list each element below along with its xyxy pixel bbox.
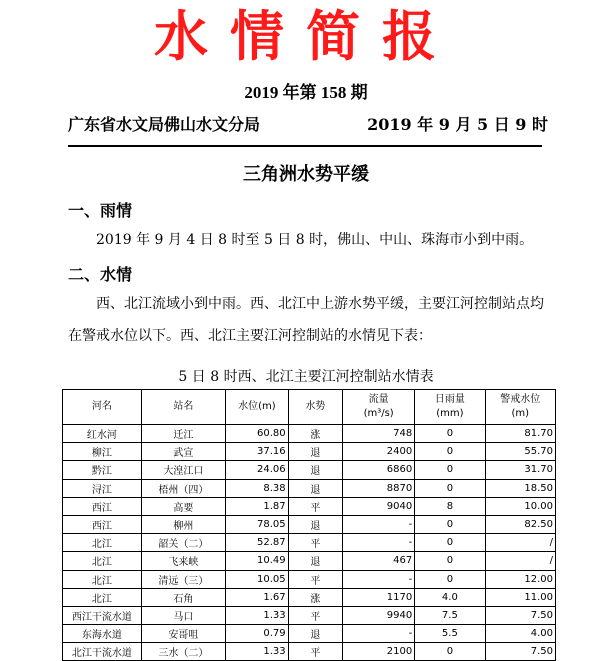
- cell-flow: 748: [343, 425, 415, 443]
- cell-river: 西江: [63, 515, 142, 533]
- cell-river: 北江: [63, 552, 142, 570]
- cell-river: 浔江: [63, 479, 142, 497]
- cell-rainfall: 0: [415, 534, 485, 552]
- cell-rainfall: 0: [415, 570, 485, 588]
- cell-water-level: 60.80: [226, 425, 289, 443]
- cell-flow: -: [343, 534, 415, 552]
- cell-flow: 6860: [343, 461, 415, 479]
- cell-water-level: 1.67: [226, 588, 289, 606]
- cell-warning-level: 81.70: [485, 425, 556, 443]
- cell-flow: 9040: [343, 497, 415, 515]
- cell-rainfall: 0: [415, 643, 485, 661]
- cell-trend: 涨: [288, 425, 342, 443]
- cell-trend: 平: [288, 570, 342, 588]
- cell-warning-level: 31.70: [485, 461, 556, 479]
- publisher-row: [68, 112, 548, 134]
- cell-warning-level: 11.00: [485, 588, 556, 606]
- cell-warning-level: 12.00: [485, 570, 556, 588]
- cell-warning-level: 18.50: [485, 479, 556, 497]
- cell-trend: 退: [288, 461, 342, 479]
- cell-river: 西江: [63, 497, 142, 515]
- cell-flow: 1170: [343, 588, 415, 606]
- cell-water-level: 78.05: [226, 515, 289, 533]
- cell-trend: 平: [288, 534, 342, 552]
- cell-water-level: 24.06: [226, 461, 289, 479]
- cell-water-level: 8.38: [226, 479, 289, 497]
- cell-trend: 平: [288, 606, 342, 624]
- table-row: [63, 461, 556, 479]
- cell-flow: 2400: [343, 443, 415, 461]
- cell-water-level: 1.33: [226, 606, 289, 624]
- cell-trend: 退: [288, 552, 342, 570]
- cell-water-level: 52.87: [226, 534, 289, 552]
- cell-station: 梧州（四）: [141, 479, 225, 497]
- water-paragraph: 西、北江流域小到中雨。西、北江中上游水势平缓，主要江河控制站点均在警戒水位以下。西、北江主要江河控制站的水情见下表：: [68, 296, 544, 344]
- table-header-row: [63, 390, 556, 425]
- cell-station: 安哥咀: [141, 625, 225, 643]
- cell-trend: 退: [288, 443, 342, 461]
- cell-water-level: 1.87: [226, 497, 289, 515]
- cell-river: 红水河: [63, 425, 142, 443]
- cell-water-level: 0.79: [226, 625, 289, 643]
- cell-water-level: 37.16: [226, 443, 289, 461]
- table-row: [63, 588, 556, 606]
- masthead-title: 水情简报: [154, 4, 458, 68]
- table-body: [63, 425, 556, 661]
- section-heading-rain: 一、雨情: [68, 201, 133, 220]
- col-header-flow: 流量 (m³/s): [343, 390, 415, 425]
- cell-warning-level: 55.70: [485, 443, 556, 461]
- cell-flow: 9940: [343, 606, 415, 624]
- hydrology-table: [62, 389, 556, 661]
- cell-flow: -: [343, 625, 415, 643]
- col-header-rain: 日雨量 (mm): [415, 390, 485, 425]
- cell-trend: 退: [288, 625, 342, 643]
- cell-river: 柳江: [63, 443, 142, 461]
- cell-rainfall: 0: [415, 515, 485, 533]
- cell-rainfall: 8: [415, 497, 485, 515]
- cell-rainfall: 0: [415, 461, 485, 479]
- cell-river: 黔江: [63, 461, 142, 479]
- col-header-trend: 水势: [288, 390, 342, 425]
- cell-warning-level: 7.50: [485, 643, 556, 661]
- table-row: [63, 606, 556, 624]
- cell-warning-level: 10.00: [485, 497, 556, 515]
- cell-station: 清远（三）: [141, 570, 225, 588]
- cell-river: 北江: [63, 534, 142, 552]
- cell-station: 高要: [141, 497, 225, 515]
- cell-station: 石角: [141, 588, 225, 606]
- table-row: [63, 534, 556, 552]
- section-heading-water: 二、水情: [68, 265, 133, 284]
- cell-station: 飞来峡: [141, 552, 225, 570]
- col-header-river: 河名: [63, 390, 142, 425]
- cell-rainfall: 0: [415, 443, 485, 461]
- table-row: [63, 443, 556, 461]
- table-row: [63, 552, 556, 570]
- cell-station: 三水（二）: [141, 643, 225, 661]
- issue-number: 2019 年第 158 期: [244, 83, 368, 102]
- table-row: [63, 643, 556, 661]
- cell-station: 大湟江口: [141, 461, 225, 479]
- cell-trend: 退: [288, 515, 342, 533]
- table-caption: 5 日 8 时西、北江主要江河控制站水情表: [178, 369, 434, 385]
- publisher-name: 广东省水文局佛山水文分局: [68, 115, 261, 134]
- cell-warning-level: 4.00: [485, 625, 556, 643]
- rain-paragraph: 2019 年 9 月 4 日 8 时至 5 日 8 时，佛山、中山、珠海市小到中雨。: [96, 232, 534, 248]
- cell-rainfall: 5.5: [415, 625, 485, 643]
- cell-station: 马口: [141, 606, 225, 624]
- cell-rainfall: 0: [415, 425, 485, 443]
- header-rule: [68, 145, 542, 147]
- cell-river: 北江: [63, 570, 142, 588]
- cell-river: 西江干流水道: [63, 606, 142, 624]
- cell-station: 韶关（二）: [141, 534, 225, 552]
- cell-warning-level: /: [485, 552, 556, 570]
- table-row: [63, 425, 556, 443]
- table-row: [63, 497, 556, 515]
- cell-trend: 退: [288, 479, 342, 497]
- cell-warning-level: 82.50: [485, 515, 556, 533]
- table-row: [63, 479, 556, 497]
- cell-station: 武宣: [141, 443, 225, 461]
- cell-flow: 467: [343, 552, 415, 570]
- cell-rainfall: 0: [415, 552, 485, 570]
- cell-water-level: 10.05: [226, 570, 289, 588]
- col-header-level: 水位(m): [226, 390, 289, 425]
- cell-rainfall: 7.5: [415, 606, 485, 624]
- cell-warning-level: /: [485, 534, 556, 552]
- publish-date: 2019 年 9 月 5 日 9 时: [367, 115, 548, 134]
- cell-rainfall: 4.0: [415, 588, 485, 606]
- cell-rainfall: 0: [415, 479, 485, 497]
- cell-flow: -: [343, 515, 415, 533]
- col-header-warning: 警戒水位 (m): [485, 390, 556, 425]
- cell-trend: 平: [288, 643, 342, 661]
- table-row: [63, 515, 556, 533]
- cell-trend: 平: [288, 497, 342, 515]
- cell-water-level: 1.33: [226, 643, 289, 661]
- cell-flow: 2100: [343, 643, 415, 661]
- col-header-station: 站名: [141, 390, 225, 425]
- cell-river: 北江: [63, 588, 142, 606]
- table-row: [63, 570, 556, 588]
- cell-station: 柳州: [141, 515, 225, 533]
- cell-station: 迁江: [141, 425, 225, 443]
- cell-flow: 8870: [343, 479, 415, 497]
- cell-river: 东海水道: [63, 625, 142, 643]
- cell-trend: 涨: [288, 588, 342, 606]
- cell-flow: -: [343, 570, 415, 588]
- cell-warning-level: 7.50: [485, 606, 556, 624]
- table-row: [63, 625, 556, 643]
- cell-river: 北江干流水道: [63, 643, 142, 661]
- headline: 三角洲水势平缓: [243, 164, 369, 185]
- cell-water-level: 10.49: [226, 552, 289, 570]
